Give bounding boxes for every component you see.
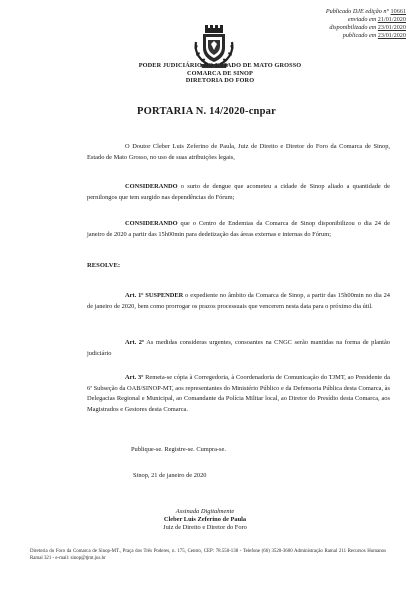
stamp-published-label: publicado em <box>342 32 377 39</box>
publication-stamp <box>234 8 406 40</box>
document-title: PORTARIA N. 14/2020-cnpar <box>137 106 276 117</box>
stamp-available-value: 23/01/2020 <box>377 24 406 31</box>
considerando-1-paragraph <box>87 182 390 203</box>
considerando-1-text: o surto de dengue que acometeu a cidade de Sinop aliado a quantidade de pernilongos que tem surgido nas dependências do Fórum; <box>87 183 390 201</box>
court-line-comarca: COMARCA DE SINOP <box>187 69 253 77</box>
stamp-sent-value: 21/01/2020 <box>377 16 406 23</box>
signer-role: Juiz de Direito e Diretor do Foro <box>163 523 247 531</box>
article-3-text: Remeta-se cópia à Corregedoria, à Coordenadoria de Comunicação do TJMT, ao Presidente da 6ª Subseção da OAB/SINOP-MT, aos representantes do Ministério Público e da Defensoria Pública desta Comarca, às Delegacias Regional e Municipal, ao Comandante da Polícia Militar local, ao Diretor do Presídio desta Comarca, aos Magistrados e Gestores desta Comarca. <box>87 374 390 413</box>
closing-line: Publique-se. Registre-se. Cumpra-se. <box>131 446 226 453</box>
court-line-diretoria: DIRETORIA DO FORO <box>185 77 255 85</box>
article-2-text: As medidas consideras urgentes, consoantes na CNGC serão mantidas na forma de plantão judiciário <box>87 339 390 357</box>
intro-paragraph: O Doutor Cleber Luis Zeferino de Paula, Juiz de Direito e Diretor do Foro da Comarca de Sinop, Estado de Mato Grosso, no uso de suas atribuições legais, <box>87 143 390 161</box>
article-3-keyword: Art. 3º <box>125 374 144 381</box>
article-1-keyword: Art. 1º SUSPENDER <box>125 292 184 299</box>
article-2-keyword: Art. 2º <box>125 339 145 346</box>
stamp-edition-value: 10661 <box>390 8 406 15</box>
stamp-published-value: 23/01/2020 <box>377 32 406 39</box>
article-1-text: o expediente no âmbito da Comarca de Sinop, a partir das 15h00min no dia 24 de janeiro de 2020, bem como prorrogar os prazos processuais que vencerem nesta data para o próximo dia útil. <box>87 292 390 310</box>
considerando-2-paragraph <box>87 219 390 240</box>
stamp-available-label: disponibilizado em <box>329 24 377 31</box>
signer-name: Cleber Luis Zeferino de Paula <box>163 515 247 523</box>
considerando-2-keyword: CONSIDERANDO <box>125 220 178 227</box>
resolve-heading: RESOLVE: <box>87 262 121 269</box>
considerando-1-keyword: CONSIDERANDO <box>125 183 178 190</box>
stamp-edition-label: Publicado DJE edição n° <box>325 8 389 15</box>
article-2-paragraph <box>87 338 390 359</box>
stamp-sent-label: enviado em <box>347 16 377 23</box>
article-3-paragraph <box>87 373 390 415</box>
page-footer: Diretoria do Foro da Comarca de Sinop-MT., Praça dos Três Poderes, n. 175, Centro, CEP: 78.550-138 - Telefone (66) 3520-3600 Administração Ramal 211 Recursos Humanos Ramal 321 - e-mail: sinop@tjmt.jus.br <box>30 549 386 562</box>
signature-block <box>120 508 290 531</box>
date-line: Sinop, 21 de janeiro de 2020 <box>133 472 207 479</box>
article-1-paragraph <box>87 291 390 312</box>
signature-note: Assinada Digitalmente <box>175 508 235 515</box>
court-line-judiciary: PODER JUDICIÁRIO DO ESTADO DE MATO GROSSO <box>138 62 302 69</box>
court-header <box>120 62 320 85</box>
considerando-2-text: que o Centro de Endemias da Comarca de Sinop disponibilizou o dia 24 de janeiro de 2020 a partir das 15h00min para dedetização das áreas externas e internas do Fórum; <box>87 220 390 238</box>
